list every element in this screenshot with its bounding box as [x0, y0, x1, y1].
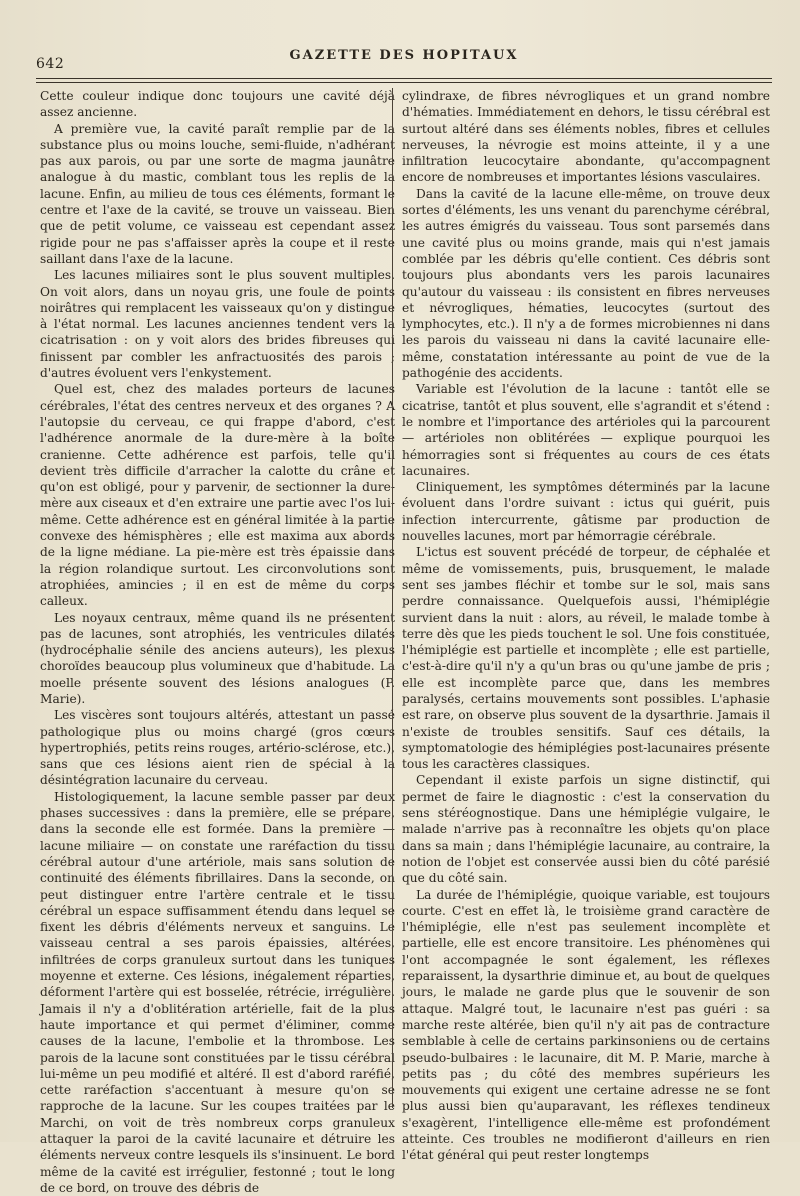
paragraph: Les lacunes miliaires sont le plus souvent multiples. On voit alors, dans un noyau gris, une foule de points noirâtres qui remplacent les vaisseaux qu'on y distingue à l'état normal. Les lacunes anciennes tendent vers la cicatrisation : on y voit alors des brides fibreuses qui finissent par combler les anfractuosités des parois ; d'autres évoluent vers l'enkystement.: [40, 268, 395, 381]
column-divider: [392, 88, 393, 1108]
paragraph: L'ictus est souvent précédé de torpeur, de céphalée et même de vomissements, puis, brusquement, le malade sent ses jambes fléchir et tombe sur le sol, mais sans perdre connaissance. Quelquefois aussi, l'hémiplégie survient dans la nuit : alors, au réveil, le malade tombe à terre dès que les pieds touchent le sol. Une fois constituée, l'hémiplégie est partielle et incomplète ; elle est partielle, c'est-à-dire qu'il n'y a qu'un bras ou qu'une jambe de pris ; elle est incomplète parce que, dans les membres paralysés, certains mouvements sont possibles. L'aphasie est rare, on observe plus souvent de la dysarthrie. Jamais il n'existe de troubles sensitifs. Sauf ces détails, la symptomatologie des hémiplégies post-lacunaires présente tous les caractères classiques.: [402, 545, 770, 772]
page-number: 642: [36, 56, 65, 72]
right-column: [402, 88, 770, 1164]
paragraph: Cette couleur indique donc toujours une cavité déjà assez ancienne.: [40, 89, 395, 120]
paragraph: A première vue, la cavité paraît remplie par de la substance plus ou moins louche, semi-fluide, n'adhérant pas aux parois, ou par une sorte de magma jaunâtre analogue à du mastic, comblant tous les replis de la lacune. Enfin, au milieu de tous ces éléments, formant le centre et l'axe de la cavité, se trouve un vaisseau. Bien que de petit volume, ce vaisseau est cependant assez rigide pour ne pas s'affaisser après la coupe et il reste saillant dans l'axe de la lacune.: [40, 121, 395, 266]
paragraph: Dans la cavité de la lacune elle-même, on trouve deux sortes d'éléments, les uns venant du parenchyme cérébral, les autres émigrés du vaisseau. Tous sont parsemés dans une cavité plus ou moins grande, mais qui n'est jamais comblée par les débris qu'elle contient. Ces débris sont toujours plus abondants vers les parois lacunaires qu'autour du vaisseau : ils consistent en fibres nerveuses et névrogliques, hématies, leucocytes (surtout des lymphocytes, etc.). Il n'y a de formes microbiennes ni dans les parois du vaisseau ni dans la cavité lacunaire elle-même, constatation intéressante au point de vue de la pathogénie des accidents.: [402, 186, 770, 381]
paragraph: Variable est l'évolution de la lacune : tantôt elle se cicatrise, tantôt et plus souvent, elle s'agrandit et s'étend : le nombre et l'importance des artérioles qui la parcourent — artérioles non oblitérées — explique pourquoi les hémorragies sont si fréquentes au cours de ces états lacunaires.: [402, 382, 770, 478]
page-header: [36, 46, 772, 76]
paragraph: La durée de l'hémiplégie, quoique variable, est toujours courte. C'est en effet là, le troisième grand caractère de l'hémiplégie, elle n'est pas seulement incomplète et partielle, elle est encore transitoire. Les phénomènes qui l'ont accompagnée le sont également, les réflexes reparaissent, la dysarthrie diminue et, au bout de quelques jours, le malade ne garde plus que le souvenir de son attaque. Malgré tout, le lacunaire n'est pas guéri : sa marche reste altérée, bien qu'il n'y ait pas de contracture semblable à celle de certains parkinsoniens ou de certains pseudo-bulbaires : le lacunaire, dit M. P. Marie, marche à petits pas ; du côté des membres supérieurs les mouvements qui exigent une certaine adresse ne se font plus aussi bien qu'auparavant, les réflexes tendineux s'exagèrent, l'intelligence elle-même est profondément atteinte. Ces troubles ne modifieront d'ailleurs en rien l'état général qui peut rester longtemps: [402, 887, 770, 1163]
paragraph: Cliniquement, les symptômes déterminés par la lacune évoluent dans l'ordre suivant : ictus qui guérit, puis infection intercurrente, gâtisme par production de nouvelles lacunes, mort par hémorragie cérébrale.: [402, 480, 770, 544]
paragraph: Les viscères sont toujours altérés, attestant un passé pathologique plus ou moins chargé (gros cœurs hypertrophiés, petits reins rouges, artério-sclérose, etc.), sans que ces lésions aient rien de spécial à la désintégration lacunaire du cerveau.: [40, 708, 395, 788]
paragraph: cylindraxe, de fibres névrogliques et un grand nombre d'hématies. Immédiatement en dehors, le tissu cérébral est surtout altéré dans ses éléments nobles, fibres et cellules nerveuses, la névrogie est moins atteinte, il y a une infiltration leucocytaire abondante, qu'accompagnent encore de nombreuses et importantes lésions vasculaires.: [402, 89, 770, 185]
paragraph: Quel est, chez des malades porteurs de lacunes cérébrales, l'état des centres nerveux et des organes ? A l'autopsie du cerveau, ce qui frappe d'abord, c'est l'adhérence anormale de la dure-mère à la boîte cranienne. Cette adhérence est parfois, telle qu'il devient très difficile d'arracher la calotte du crâne et qu'on est obligé, pour y parvenir, de sectionner la dure-mère aux ciseaux et d'en extraire une partie avec l'os lui-même. Cette adhérence est en général limitée à la partie convexe des hémisphères ; elle est maxima aux abords de la ligne médiane. La pie-mère est très épaissie dans la région rolandique surtout. Les circonvolutions sont atrophiées, amincies ; il en est de même du corps calleux.: [40, 382, 395, 609]
journal-title: GAZETTE DES HOPITAUX: [289, 48, 519, 63]
paragraph: Histologiquement, la lacune semble passer par deux phases successives : dans la première, elle se prépare, dans la seconde elle est formée. Dans la première — lacune miliaire — on constate une raréfaction du tissu cérébral autour d'une artériole, mais sans solution de continuité des éléments fibrillaires. Dans la seconde, on peut distinguer entre l'artère centrale et le tissu cérébral un espace suffisamment étendu dans lequel se fixent les débris d'éléments nerveux et sanguins. Le vaisseau central a ses parois épaissies, altérées, infiltrées de corps granuleux surtout dans les tuniques moyenne et externe. Ces lésions, inégalement réparties, déforment l'artère qui est bosselée, rétrécie, irrégulière. Jamais il n'y a d'oblitération artérielle, fait de la plus haute importance et qui permet d'éliminer, comme causes de la lacune, l'embolie et la thrombose. Les parois de la lacune sont constituées par le tissu cérébral lui-même un peu modifié et altéré. Il est d'abord raréfié, cette raréfaction s'accentuant à mesure qu'on se rapproche de la lacune. Sur les coupes traitées par le Marchi, on voit de très nombreux corps granuleux attaquer la paroi de la cavité lacunaire et détruire les éléments nerveux contre lesquels ils s'insinuent. Le bord même de la cavité est irrégulier, festonné ; tout le long de ce bord, on trouve des débris de: [40, 789, 395, 1195]
header-rule: [36, 78, 772, 79]
header-rule-thin: [36, 82, 772, 83]
left-column: [40, 88, 395, 1196]
paragraph: Les noyaux centraux, même quand ils ne présentent pas de lacunes, sont atrophiés, les ventricules dilatés (hydrocéphalie sénile des anciens auteurs), les plexus choroïdes beaucoup plus volumineux que d'habitude. La moelle présente souvent des lésions analogues (P. Marie).: [40, 610, 395, 706]
paragraph: Cependant il existe parfois un signe distinctif, qui permet de faire le diagnostic : c'est la conservation du sens stéréognostique. Dans une hémiplégie vulgaire, le malade n'arrive pas à reconnaître les objets qu'on place dans sa main ; dans l'hémiplégie lacunaire, au contraire, la notion de l'objet est conservée aussi bien du côté parésié que du côté sain.: [402, 773, 770, 886]
